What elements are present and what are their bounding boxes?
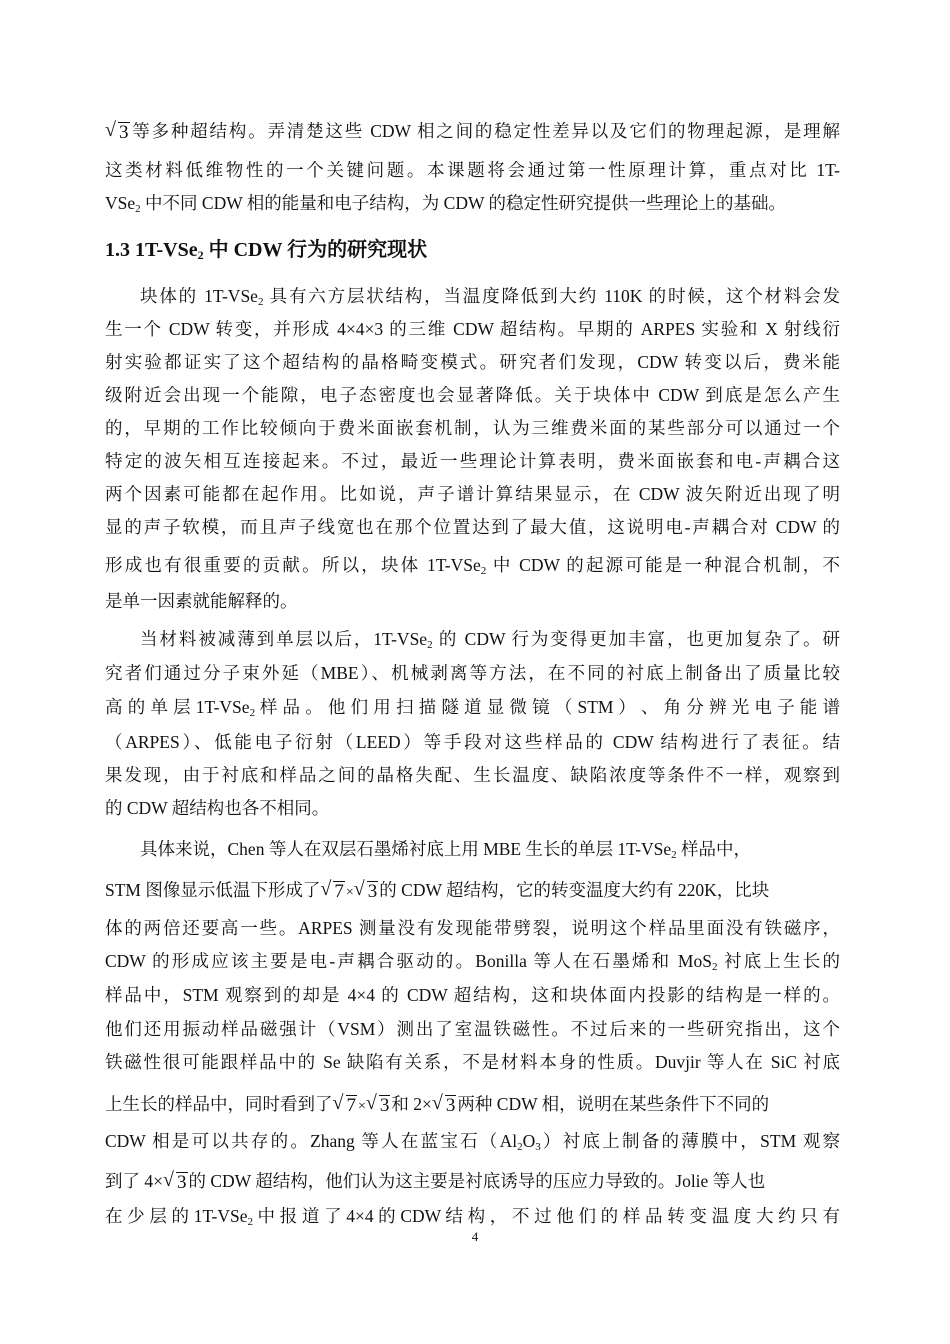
text-line: （ARPES）、低能电子衍射（LEED）等手段对这些样品的 CDW 结构进行了表征。结: [105, 732, 840, 752]
text-line: 的，早期的工作比较倾向于费米面嵌套机制，认为三维费米面的某些部分可以通过一个: [105, 418, 840, 438]
sqrt-expression: √ 3: [354, 879, 379, 905]
text-line: VSe$_2$ 中不同 CDW 相的能量和电子结构，为 CDW 的稳定性研究提供一些理论上的基础。: [105, 193, 787, 215]
sqrt-expression: √ 3: [163, 1170, 188, 1196]
text-line: 是单一因素就能解释的。: [105, 591, 298, 611]
text-line: 体的两倍还要高一些。ARPES 测量没有发现能带劈裂，说明这个样品里面没有铁磁序，: [105, 918, 840, 938]
text-line: 当材料被减薄到单层以后，1T-VSe$_2$ 的 CDW 行为变得更加丰富，也更加复杂了。研: [140, 629, 840, 651]
text-line: 形成也有很重要的贡献。所以，块体 1T-VSe$_2$ 中 CDW 的起源可能是一种混合机制，不: [105, 555, 840, 577]
text-line: 特定的波矢相互连接起来。不过，最近一些理论计算表明，费米面嵌套和电-声耦合这: [105, 451, 840, 471]
text-line: 到了 4×√ 3 的 CDW 超结构，他们认为这主要是衬底诱导的压应力导致的。Jolie 等人也: [105, 1168, 840, 1196]
text-line: 究者们通过分子束外延（MBE）、机械剥离等方法，在不同的衬底上制备出了质量比较: [105, 663, 840, 683]
text-line: 铁磁性很可能跟样品中的 Se 缺陷有关系，不是材料本身的性质。Duvjir 等人在 SiC 衬底: [105, 1052, 840, 1072]
page-number: 4: [471, 1229, 479, 1244]
sqrt-expression: √ 7: [333, 1093, 358, 1119]
text-line: 在 少 层 的 1T-VSe$_2$ 中 报 道 了 4×4 的 CDW 结 构 ， 不 过 他 们 的 样 品 转 变 温 度 大 约 只 有: [105, 1206, 840, 1228]
text-line: 这类材料低维物性的一个关键问题。本课题将会通过第一性原理计算，重点对比 1T-: [105, 160, 840, 180]
text-line: 块体的 1T-VSe$_2$ 具有六方层状结构，当温度降低到大约 110K 的时候，这个材料会发: [140, 286, 840, 308]
sqrt-expression: √ 3: [432, 1093, 457, 1119]
text-line: 上生长的样品中，同时看到了√ 7 ×√ 3 和 2×√ 3 两种 CDW 相，说明在某些条件下不同的: [105, 1091, 840, 1120]
text-line: 果发现，由于衬底和样品之间的晶格失配、生长温度、缺陷浓度等条件不一样，观察到: [105, 765, 840, 785]
sqrt-expression: √ 7: [320, 879, 345, 905]
text-line: 他们还用振动样品磁强计（VSM）测出了室温铁磁性。不过后来的一些研究指出，这个: [105, 1019, 840, 1039]
text-line: 高 的 单 层 1T-VSe$_2$ 样 品 。 他 们 用 扫 描 隧 道 显 微 镜 （ STM ） 、 角 分 辨 光 电 子 能 谱: [105, 697, 840, 719]
text-line: STM 图像显示低温下形成了√ 7 ×√ 3 的 CDW 超结构，它的转变温度大约有 220K，比块: [105, 877, 840, 906]
text-line: 样品中，STM 观察到的却是 4×4 的 CDW 超结构，这和块体面内投影的结构是一样的。: [105, 985, 840, 1005]
text-line: √ 3 等多种超结构。弄清楚这些 CDW 相之间的稳定性差异以及它们的物理起源，是理解: [105, 118, 840, 146]
text-line: 级附近会出现一个能隙，电子态密度也会显著降低。关于块体中 CDW 到底是怎么产生: [105, 385, 840, 405]
section-heading: 1.3 1T-VSe$_2$ 中 CDW 行为的研究现状: [105, 239, 428, 262]
text-line: 射实验都证实了这个超结构的晶格畸变模式。研究者们发现，CDW 转变以后，费米能: [105, 352, 840, 372]
text-line: 显的声子软模，而且声子线宽也在那个位置达到了最大值，这说明电-声耦合对 CDW 的: [105, 517, 840, 537]
text-line: 生一个 CDW 转变，并形成 4×4×3 的三维 CDW 超结构。早期的 ARPES 实验和 X 射线衍: [105, 319, 840, 339]
text-line: CDW 的形成应该主要是电-声耦合驱动的。Bonilla 等人在石墨烯和 MoS$_2$ 衬底上生长的: [105, 951, 840, 973]
sqrt-expression: √ 3: [105, 120, 130, 146]
text-line: CDW 相是可以共存的。Zhang 等人在蓝宝石$(Al_2O_3)$衬底上制备的薄膜中，STM 观察: [105, 1131, 840, 1153]
text-line: 两个因素可能都在起作用。比如说，声子谱计算结果显示，在 CDW 波矢附近出现了明: [105, 484, 840, 504]
sqrt-expression: √ 3: [366, 1093, 391, 1119]
text-line: 具体来说，Chen 等人在双层石墨烯衬底上用 MBE 生长的单层 1T-VSe$_2$ 样品中，: [140, 839, 752, 861]
text-line: 的 CDW 超结构也各不相同。: [105, 798, 330, 818]
